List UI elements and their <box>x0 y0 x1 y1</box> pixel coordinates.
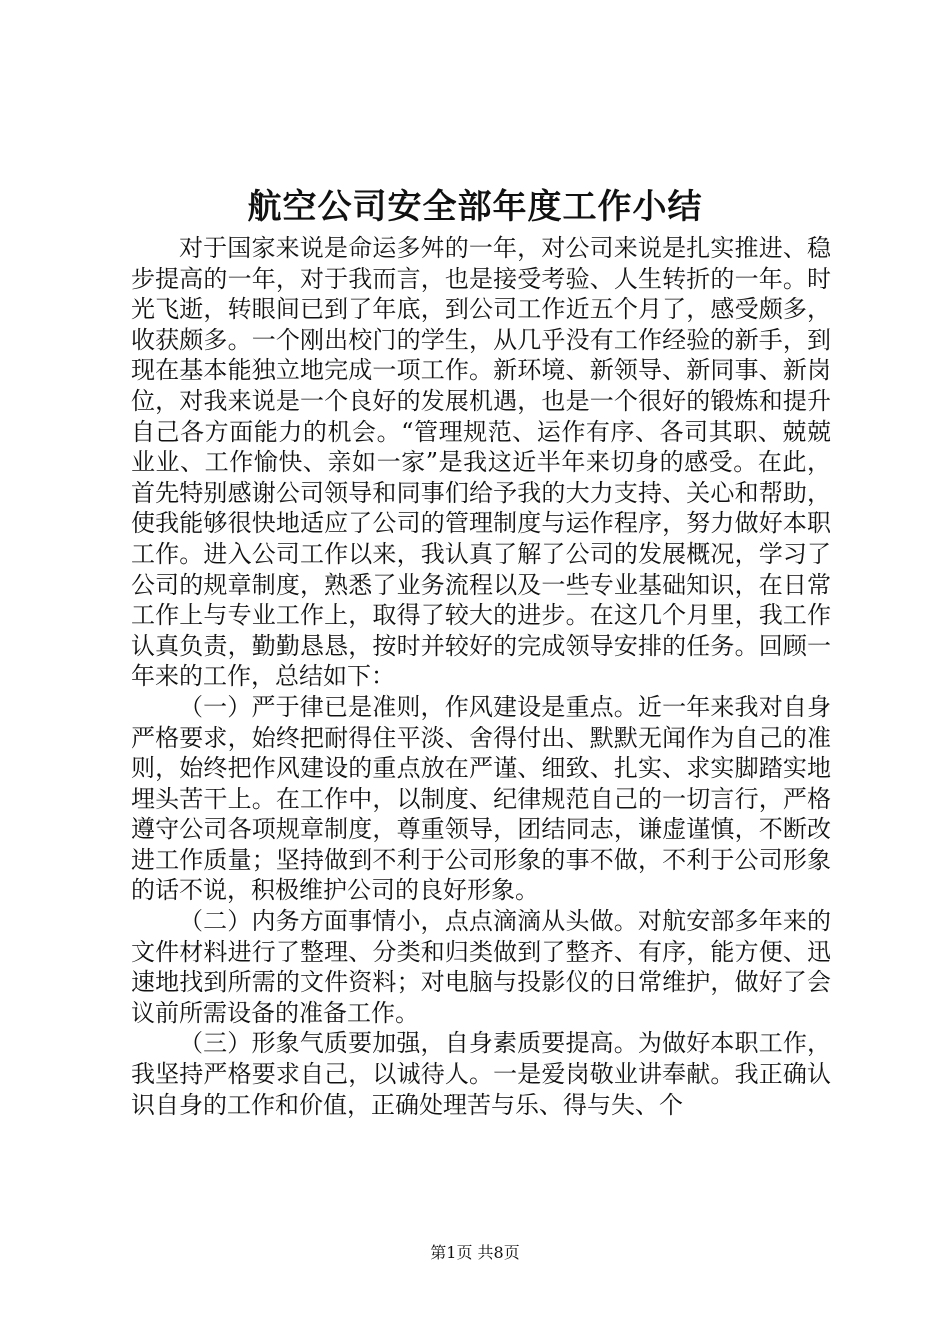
paragraph-section-3: （三）形象气质要加强，自身素质要提高。为做好本职工作，我坚持严格要求自己，以诚待人。一是爱岗敬业讲奉献。我正确认识自身的工作和价值，正确处理苦与乐、得与失、个 <box>131 1029 831 1119</box>
paragraph-section-1: （一）严于律已是准则，作风建设是重点。近一年来我对自身严格要求，始终把耐得住平淡、舍得付出、默默无闻作为自己的准则，始终把作风建设的重点放在严谨、细致、扎实、求实脚踏实地埋头苦干上。在工作中，以制度、纪律规范自己的一切言行，严格遵守公司各项规章制度，尊重领导，团结同志，谦虚谨慎，不断改进工作质量；坚持做到不利于公司形象的事不做，不利于公司形象的话不说，积极维护公司的良好形象。 <box>131 692 831 905</box>
document-title: 航空公司安全部年度工作小结 <box>247 187 703 227</box>
paragraph-section-2: （二）内务方面事情小，点点滴滴从头做。对航安部多年来的文件材料进行了整理、分类和归类做到了整齐、有序，能方便、迅速地找到所需的文件资料；对电脑与投影仪的日常维护，做好了会议前所需设备的准备工作。 <box>131 907 831 1027</box>
paragraph-intro: 对于国家来说是命运多舛的一年，对公司来说是扎实推进、稳步提高的一年，对于我而言，也是接受考验、人生转折的一年。时光飞逝，转眼间已到了年底，到公司工作近五个月了，感受颇多，收获颇多。一个刚出校门的学生，从几乎没有工作经验的新手，到现在基本能独立地完成一项工作。新环境、新领导、新同事、新岗位，对我来说是一个良好的发展机遇，也是一个很好的锻炼和提升自己各方面能力的机会。“管理规范、运作有序、各司其职、兢兢业业、工作愉快、亲如一家”是我这近半年来切身的感受。在此，首先特别感谢公司领导和同事们给予我的大力支持、关心和帮助，使我能够很快地适应了公司的管理制度与运作程序，努力做好本职工作。进入公司工作以来，我认真了解了公司的发展概况，学习了公司的规章制度，熟悉了业务流程以及一些专业基础知识，在日常工作上与专业工作上，取得了较大的进步。在这几个月里，我工作认真负责，勤勤恳恳，按时并较好的完成领导安排的任务。回顾一年来的工作，总结如下： <box>131 234 831 691</box>
document-body <box>131 233 831 1120</box>
page-number-footer: 第1页 共8页 <box>430 1243 520 1262</box>
